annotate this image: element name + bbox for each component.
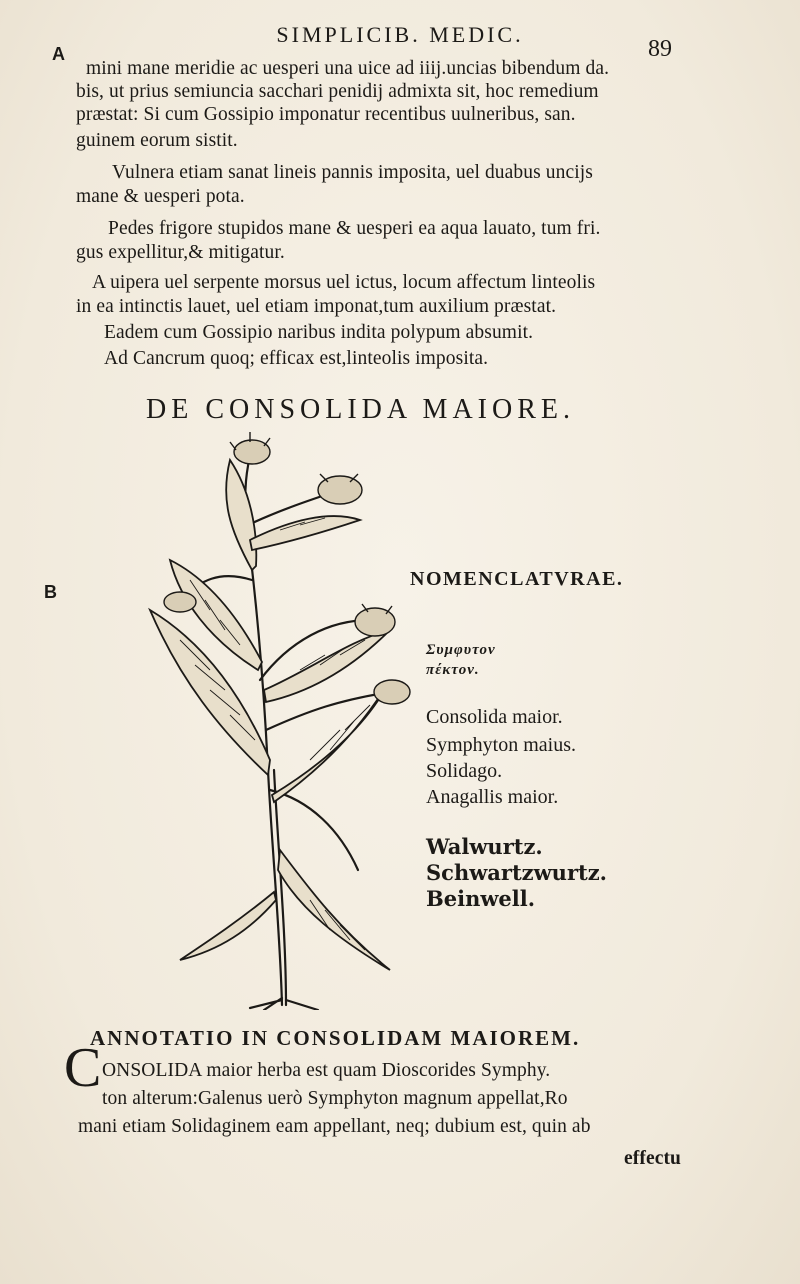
page-number: 89 (648, 36, 672, 62)
text-line: guinem eorum sistit. (76, 130, 238, 151)
text-line: gus expellitur,& mitigatur. (76, 242, 285, 263)
catchword: effectu (624, 1148, 681, 1169)
section-heading: DE CONSOLIDA MAIORE. (146, 394, 575, 425)
latin-name: Anagallis maior. (426, 786, 559, 808)
greek-name: πέκτον. (426, 662, 480, 678)
annotation-line: mani etiam Solidaginem eam appellant, neq; dubium est, quin ab (78, 1116, 591, 1137)
latin-name: Symphyton maius. (426, 734, 577, 756)
running-header: SIMPLICIB. MEDIC. (276, 22, 524, 47)
text-line: Eadem cum Gossipio naribus indita polypum absumit. (104, 322, 534, 343)
text-line: in ea intinctis lauet, uel etiam imponat,tum auxilium præstat. (76, 296, 557, 317)
text-line: Pedes frigore stupidos mane & uesperi ea aqua lauato, tum fri. (108, 218, 601, 239)
annotation-line: ton alterum:Galenus uerò Symphyton magnum appellat,Ro (102, 1088, 568, 1109)
comfrey-plant-woodcut-icon (140, 430, 440, 1010)
text-line: A uipera uel serpente morsus uel ictus, locum affectum linteolis (92, 272, 596, 293)
margin-marker-b: B (44, 582, 57, 602)
text-line: præstat: Si cum Gossipio imponatur recentibus uulneribus, san. (76, 104, 576, 125)
nomenclature-heading: NOMENCLATVRAE. (410, 568, 624, 590)
margin-marker-a: A (52, 44, 65, 64)
annotation-heading: ANNOTATIO IN CONSOLIDAM MAIOREM. (90, 1026, 581, 1050)
annotation-line: ONSOLIDA maior herba est quam Dioscorides Symphy. (102, 1060, 551, 1081)
german-name: Beinwell. (426, 886, 536, 911)
text-line: Vulnera etiam sanat lineis pannis imposita, uel duabus uncijs (112, 162, 593, 183)
drop-cap: C (64, 1037, 102, 1099)
text-line: Ad Cancrum quoq; efficax est,linteolis imposita. (104, 348, 489, 369)
german-name: Walwurtz. (426, 834, 543, 859)
text-line: bis, ut prius semiuncia sacchari penidij admixta sit, hoc remedium (76, 81, 599, 102)
latin-name: Consolida maior. (426, 706, 563, 728)
german-name: Schwartzwurtz. (426, 860, 607, 885)
latin-name: Solidago. (426, 760, 503, 782)
text-line: mini mane meridie ac uesperi una uice ad iiij.uncias bibendum da. (86, 58, 610, 79)
greek-name: Συμφυτον (426, 642, 496, 658)
text-line: mane & uesperi pota. (76, 186, 245, 207)
